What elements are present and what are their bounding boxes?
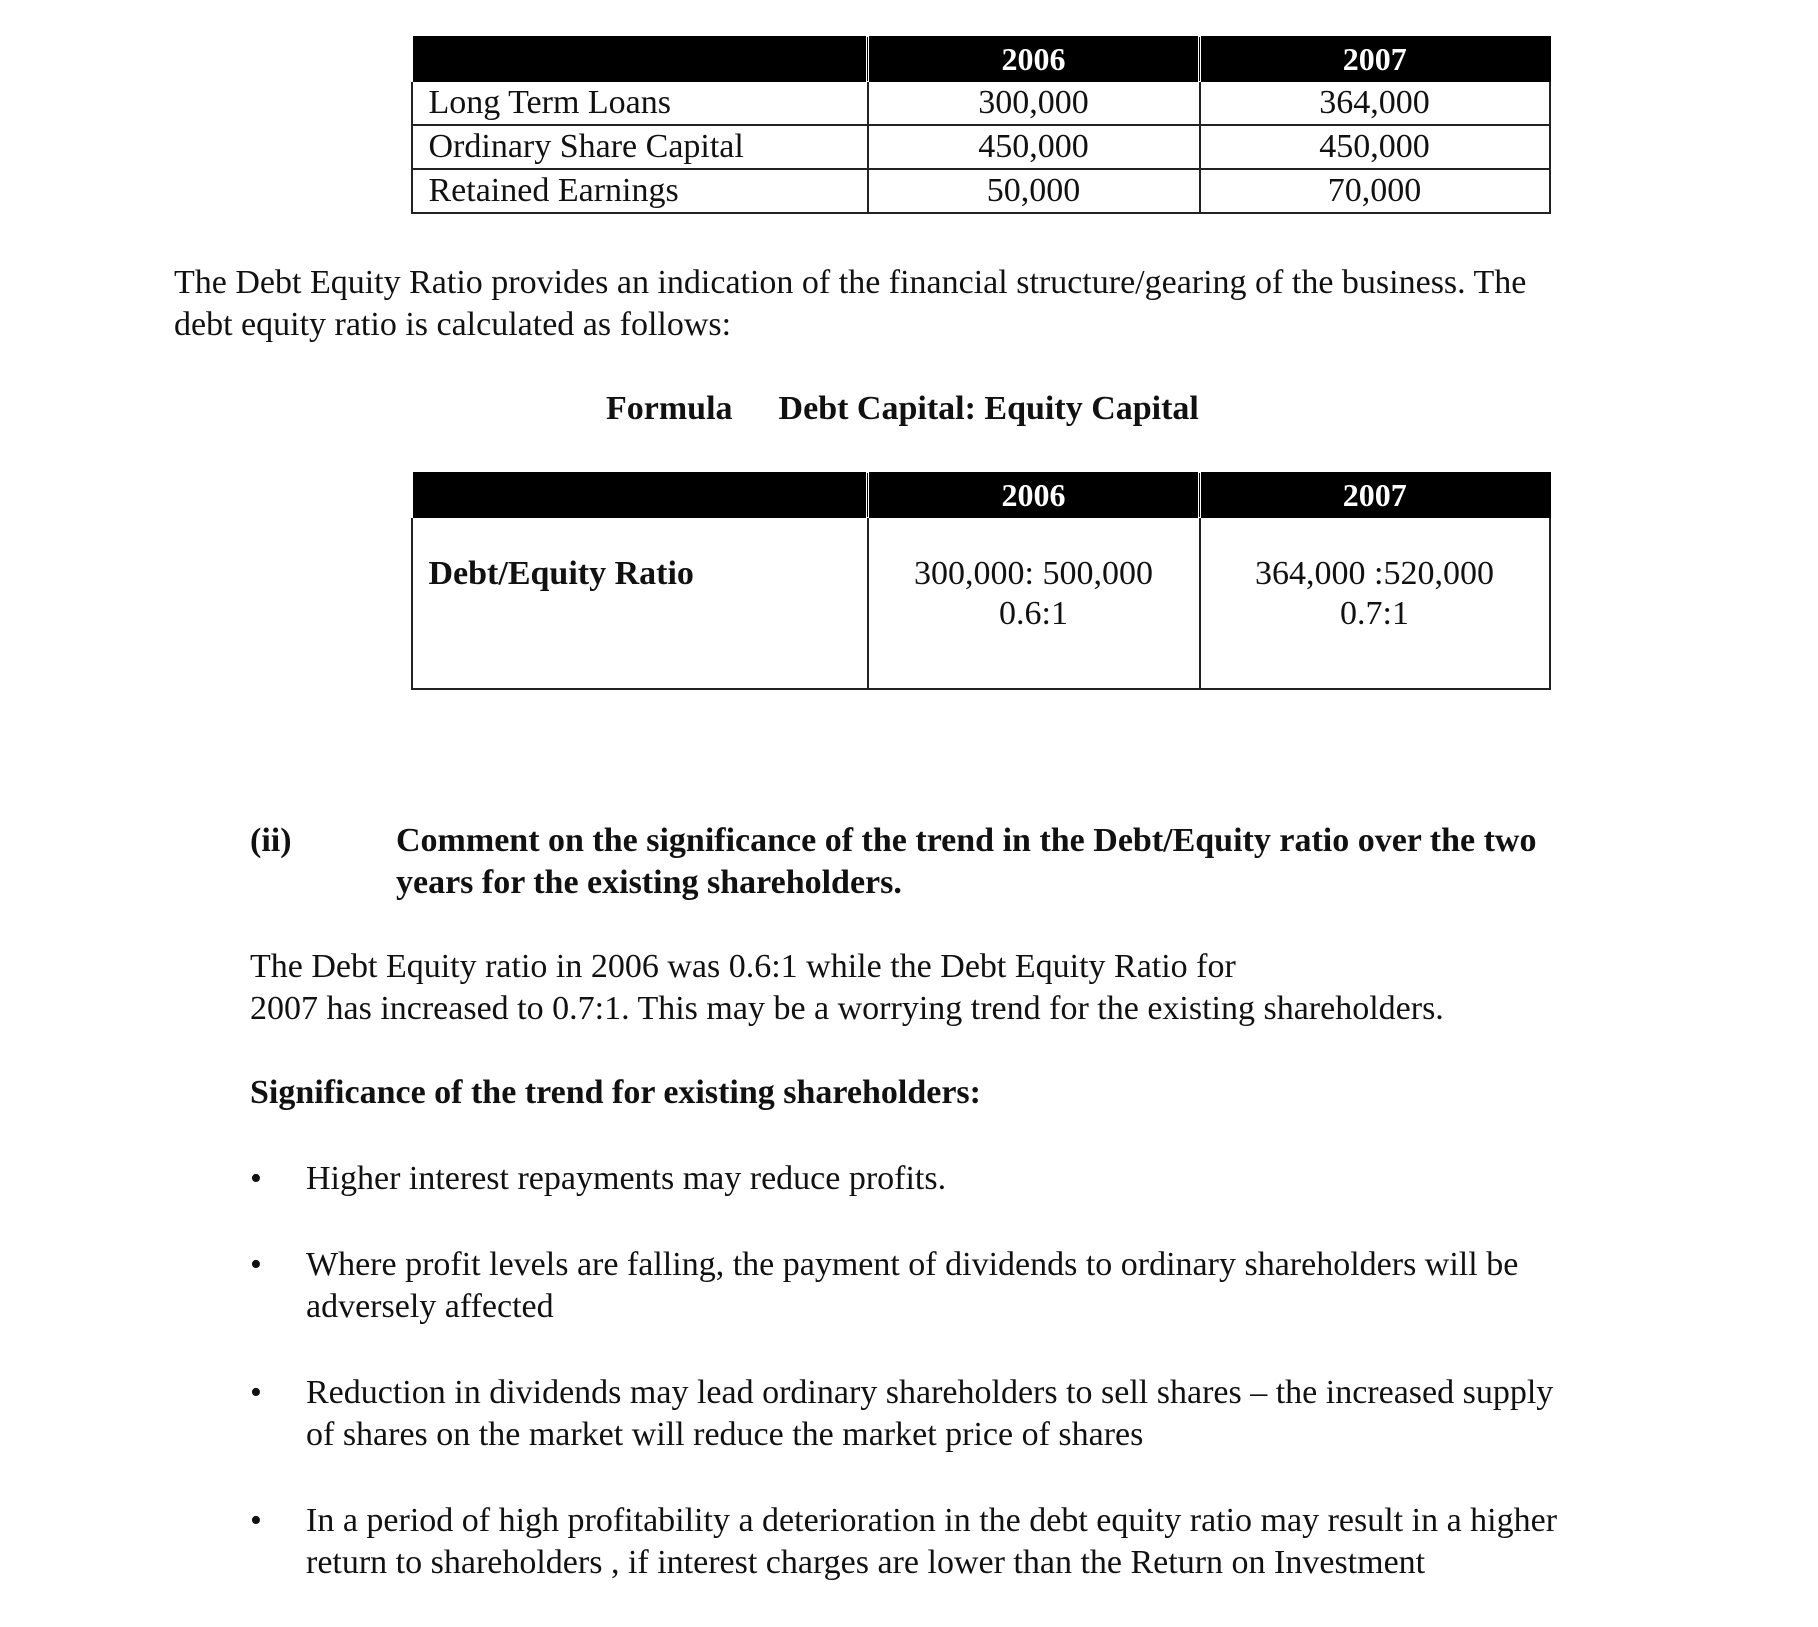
value-2006: 450,000 <box>868 125 1200 169</box>
bullet-text <box>306 1158 1690 1200</box>
capital-table-header-2006: 2006 <box>868 37 1200 81</box>
ratio-value-2006 <box>868 517 1200 689</box>
value-2007: 364,000 <box>1200 81 1550 125</box>
significance-heading: Significance of the trend for existing shareholders: <box>250 1074 981 1111</box>
bullet-line-1: In a period of high profitability a deterioration in the debt equity ratio may result in a higher <box>306 1502 1558 1539</box>
answer-paragraph <box>250 946 1770 1030</box>
question-number: (ii) <box>250 822 292 859</box>
ratio-2006-calc: 300,000: 500,000 <box>914 555 1153 592</box>
bullet-line-2: return to shareholders , if interest charges are lower than the Return on Investment <box>306 1544 1426 1581</box>
capital-table-header-2007: 2007 <box>1200 37 1550 81</box>
bullet-line-2: of shares on the market will reduce the market price of shares <box>306 1416 1144 1453</box>
bullet-line-1: Reduction in dividends may lead ordinary shareholders to sell shares – the increased supply <box>306 1374 1554 1411</box>
bullet-text <box>306 1244 1690 1328</box>
question-text <box>396 820 1796 904</box>
bullet-line-1: Where profit levels are falling, the payment of dividends to ordinary shareholders will be <box>306 1246 1519 1283</box>
bullet-dot: • <box>250 1502 262 1539</box>
value-2007: 70,000 <box>1200 169 1550 213</box>
question-line-2: years for the existing shareholders. <box>396 864 902 901</box>
value-2007: 450,000 <box>1200 125 1550 169</box>
bullet-dot: • <box>250 1246 262 1283</box>
ratio-table-header-2006: 2006 <box>868 473 1200 517</box>
table-row <box>412 517 1550 689</box>
ratio-2006-result: 0.6:1 <box>999 595 1068 632</box>
bullet-dot: • <box>250 1374 262 1411</box>
capital-table <box>410 36 1551 214</box>
answer-line-2: 2007 has increased to 0.7:1. This may be a worrying trend for the existing shareholders. <box>250 990 1444 1027</box>
value-2006: 300,000 <box>868 81 1200 125</box>
capital-table-header-blank <box>412 37 868 81</box>
formula-line <box>606 388 1199 430</box>
bullet-dot: • <box>250 1160 262 1197</box>
intro-line-1: The Debt Equity Ratio provides an indication of the financial structure/gearing of the business. The <box>174 264 1527 301</box>
intro-paragraph <box>174 262 1774 346</box>
ratio-table-header-blank <box>412 473 868 517</box>
value-2006: 50,000 <box>868 169 1200 213</box>
ratio-2007-result: 0.7:1 <box>1340 595 1409 632</box>
formula-label: Formula <box>606 390 733 427</box>
bullet-line-1: Higher interest repayments may reduce profits. <box>306 1160 947 1197</box>
bullet-line-2: adversely affected <box>306 1288 554 1325</box>
answer-line-1: The Debt Equity ratio in 2006 was 0.6:1 while the Debt Equity Ratio for <box>250 948 1236 985</box>
formula-expression: Debt Capital: Equity Capital <box>778 390 1199 427</box>
ratio-value-2007 <box>1200 517 1550 689</box>
table-row <box>412 81 1550 125</box>
bullet-text <box>306 1500 1690 1584</box>
intro-line-2: debt equity ratio is calculated as follows: <box>174 306 732 343</box>
table-row <box>412 125 1550 169</box>
question-line-1: Comment on the significance of the trend in the Debt/Equity ratio over the two <box>396 822 1537 859</box>
table-row <box>412 169 1550 213</box>
row-label: Ordinary Share Capital <box>412 125 868 169</box>
bullet-text <box>306 1372 1690 1456</box>
debt-equity-table <box>410 472 1551 690</box>
ratio-table-header-2007: 2007 <box>1200 473 1550 517</box>
row-label: Retained Earnings <box>412 169 868 213</box>
ratio-2007-calc: 364,000 :520,000 <box>1255 555 1494 592</box>
ratio-row-label: Debt/Equity Ratio <box>412 517 868 689</box>
row-label: Long Term Loans <box>412 81 868 125</box>
